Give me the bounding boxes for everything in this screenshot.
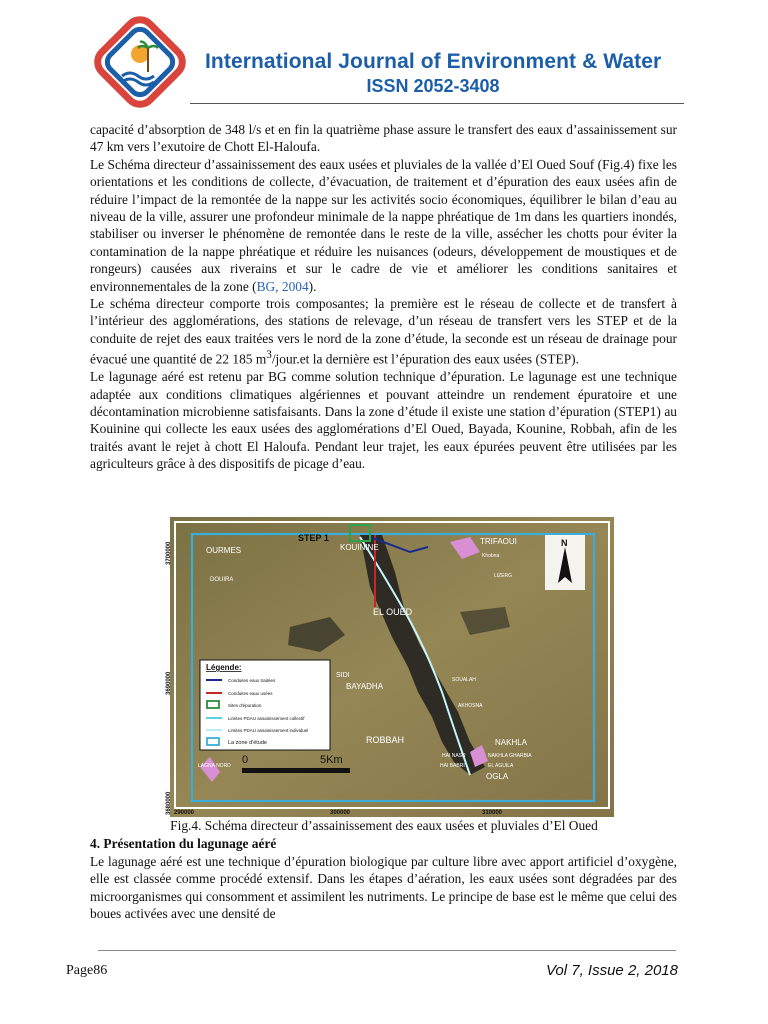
legend-label: La zone d'étude <box>228 740 267 746</box>
map-legend <box>200 660 330 750</box>
map-label-step1: STEP 1 <box>298 533 329 543</box>
paragraph-4: Le lagunage aéré est retenu par BG comme solution technique d’épuration. Le lagunage est une technique adaptée aux conditions climatiques algériennes et pouvant atteindre un rendement épuratoire et une décontamination microbienne satisfaisants. Dans la zone d’étude il existe une station d’épuration (STEP1) au Kouinine qui collecte les eaux usées des agglomérations d’El Oued, Bayada, Kounine, Robbah, afin de les traités avant le rejet à chott El Haloufa. Pendant leur trajet, les eaux épurées peuvent être utilisées par les agriculteurs grâce à des dispositifs de picage d’eau. <box>90 369 677 472</box>
map-label: ROBBAH <box>366 735 405 745</box>
legend-label: Conduites eaux traitées <box>228 678 276 683</box>
legend-label: Sites d'épuration <box>228 703 262 708</box>
north-label: N <box>561 538 568 548</box>
scale-start: 0 <box>242 754 249 766</box>
paragraph-1: capacité d’absorption de 348 l/s et en fin la quatrième phase assure le transfert des eaux d’assainissement sur 47 km vers l’exutoire de Chott El-Haloufa. <box>90 122 677 155</box>
map-label: KOUININE <box>340 543 379 552</box>
paragraph-3-tail: /jour.et la dernière est l’épuration des eaux usées (STEP). <box>271 351 579 367</box>
map-label: LAGNA NORD <box>198 763 231 769</box>
footer-divider <box>98 950 676 951</box>
map-label: EL AGUILA <box>488 763 514 769</box>
paragraph-3 <box>90 295 677 368</box>
citation-link[interactable]: BG, 2004 <box>256 278 309 294</box>
journal-issn: ISSN 2052-3408 <box>366 76 500 96</box>
map-label: LIZERG <box>494 573 513 579</box>
x-tick: 310000 <box>482 810 503 816</box>
map-label: Khobna <box>482 553 500 559</box>
paragraph-3-superscript: 3 <box>266 349 272 362</box>
y-tick: 3690000 <box>166 671 172 695</box>
journal-title: International Journal of Environment & Water <box>205 50 662 73</box>
figure-caption: Fig.4. Schéma directeur d’assainissement des eaux usées et pluviales d’El Oued <box>170 818 598 833</box>
map-label: SIDI <box>336 672 350 679</box>
map-label: TRIFAOUI <box>480 537 517 546</box>
section-body <box>90 853 677 923</box>
page-header <box>0 0 768 110</box>
map-label: SOUALAH <box>452 677 476 683</box>
legend-label: Limites PDAU assainissement collectif <box>228 716 305 721</box>
map-label: NAKHLA GHARBIA <box>488 753 532 759</box>
paragraph-2-text: Le Schéma directeur d’assainissement des eaux usées et pluviales de la vallée d’El Oued Souf (Fig.4) fixe les orientations et les conditions de collecte, d’évacuation, de traitement et d’épuration des eaux usées afin de réduire l’impact de la remontée de la nappe sur les activités socio économiques, équilibrer le bilan d’eau au niveau de la ville, assurer une profondeur minimale de la nappe phréatique de 1m dans les quartiers inondés, stabiliser ou inverser le phénomène de remontée dans le reste de la ville, assécher les chotts pour éviter la contamination de la nappe phréatique et réduire les nuisances (odeurs, développement de moustiques et de rongeurs) causées aux riverains et sur le cadre de vie et améliorer les conditions sanitaires et environnementales de la zone <box>90 156 677 294</box>
legend-title: Légende: <box>206 663 242 672</box>
article-body <box>90 121 677 473</box>
scale-end: 5Km <box>320 754 343 766</box>
map-label: EL OUED <box>373 607 413 617</box>
map-label: OURMES <box>206 546 242 555</box>
el-oued-map-figure <box>166 517 614 817</box>
y-tick: 3680000 <box>166 791 172 815</box>
map-label: DOUIRA <box>210 577 234 583</box>
legend-label: Conduites eaux usées <box>228 691 273 696</box>
map-label: AKHOSNA <box>458 703 483 709</box>
x-tick: 300000 <box>330 810 351 816</box>
volume-issue: Vol 7, Issue 2, 2018 <box>545 962 678 979</box>
paragraph-3-text: Le schéma directeur comporte trois composantes; la première est le réseau de collecte et de transfert à l’intérieur des agglomérations, des stations de relevage, d’un réseau de transfert vers les STEP et de la conduite de rejet des eaux traitées vers le nord de la zone d’étude, la seconde est un réseau de drainage pour évacué une quantité de 22 185 m <box>90 296 677 367</box>
map-label: NAKHLA <box>495 738 528 747</box>
paragraph-2-end: ). <box>308 278 317 294</box>
paragraph-2: Le Schéma directeur d’assainissement des eaux usées et pluviales de la vallée d’El Oued Souf (Fig.4) fixe les orientations et les conditions de collecte, d’évacuation, de traitement et d’épuration des eaux usées afin de réduire l’impact de la remontée de la nappe sur les activités socio économiques, équilibrer le bilan d’eau au niveau de la ville, assurer une profondeur minimale de la nappe phréatique de 1m dans les quartiers inondés, stabiliser ou inverser le phénomène de remontée dans le reste de la ville, assécher les chotts pour éviter la contamination de la nappe phréatique et réduire les nuisances (odeurs, développement de moustiques et de rongeurs) causées aux riverains et sur le cadre de vie et améliorer les conditions sanitaires et environnementales de la zone (BG, 2004). <box>90 156 677 294</box>
north-arrow <box>545 535 585 590</box>
section-paragraph-1: Le lagunage aéré est une technique d’épuration biologique par culture libre avec apport artificiel d’oxygène, elle est classée comme procédé extensif. Dans les étapes d’aération, les eaux usées sont dégradées par des microorganismes qui consomment et assimilent les nutriments. Le principe de base est le même que celui des boues activées avec une densité de <box>90 854 677 922</box>
page-number: Page86 <box>66 963 108 978</box>
x-tick: 290000 <box>174 810 195 816</box>
legend-label: Limites PDAU assainissement individuel <box>228 728 309 733</box>
section-heading: 4. Présentation du lagunage aéré <box>90 836 277 851</box>
header-divider <box>190 103 684 104</box>
map-label: HAI BABRI <box>440 763 465 769</box>
map-label: OGLA <box>486 772 509 781</box>
y-tick: 3700000 <box>166 541 172 565</box>
map-label: BAYADHA <box>346 682 384 691</box>
map-label: HAI NASR <box>442 753 466 759</box>
